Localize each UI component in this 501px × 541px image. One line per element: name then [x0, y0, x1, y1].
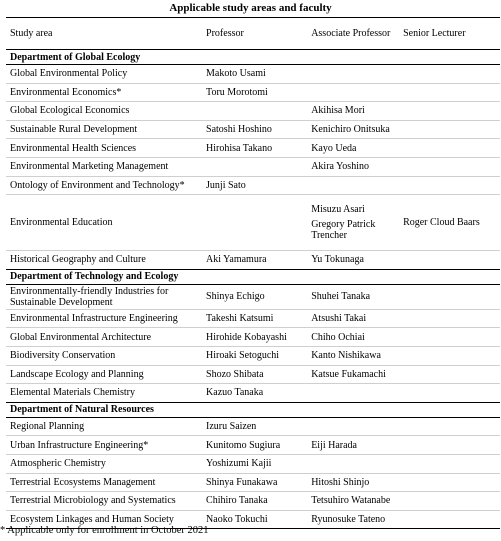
table-row — [6, 65, 500, 84]
table-row — [6, 309, 500, 328]
associate-name: Akihisa Mori — [311, 105, 365, 117]
study-area-cell: Urban Infrastructure Engineering* — [6, 436, 202, 455]
study-area-cell: Environmental Economics* — [6, 83, 202, 102]
associate-professor-cell — [307, 309, 399, 328]
professor-cell: Shinya Echigo — [202, 284, 307, 309]
senior-lecturer-cell — [399, 284, 500, 309]
professor-cell: Satoshi Hoshino — [202, 120, 307, 139]
associate-professor-cell — [307, 454, 399, 473]
header-study-area: Study area — [6, 18, 202, 50]
department-name: Department of Natural Resources — [6, 402, 500, 417]
study-area-cell: Biodiversity Conservation — [6, 346, 202, 365]
study-area-cell: Atmospheric Chemistry — [6, 454, 202, 473]
department-row — [6, 402, 500, 417]
senior-lecturer-cell — [399, 65, 500, 84]
professor-cell: Takeshi Katsumi — [202, 309, 307, 328]
table-row — [6, 473, 500, 492]
senior-lecturer-cell — [399, 251, 500, 270]
associate-professor-cell — [307, 510, 399, 529]
senior-lecturer-cell — [399, 309, 500, 328]
study-area-cell: Global Ecological Economics — [6, 102, 202, 121]
senior-lecturer-cell — [399, 195, 500, 251]
department-name: Department of Technology and Ecology — [6, 269, 500, 284]
study-area-cell: Regional Planning — [6, 417, 202, 436]
senior-lecturer-cell — [399, 176, 500, 195]
professor-cell: Kazuo Tanaka — [202, 384, 307, 403]
table-row — [6, 492, 500, 511]
professor-cell: Yoshizumi Kajii — [202, 454, 307, 473]
senior-lecturer-cell — [399, 510, 500, 529]
associate-name: Atsushi Takai — [311, 313, 367, 325]
associate-professor-cell — [307, 346, 399, 365]
professor-cell: Hirohide Kobayashi — [202, 328, 307, 347]
associate-name: Ryunosuke Tateno — [311, 513, 386, 525]
associate-professor-cell — [307, 176, 399, 195]
senior-lecturer-cell — [399, 83, 500, 102]
table-row — [6, 176, 500, 195]
study-area-cell: Global Environmental Policy — [6, 65, 202, 84]
table-row — [6, 436, 500, 455]
associate-name: Hitoshi Shinjo — [311, 476, 370, 488]
study-area-cell: Historical Geography and Culture — [6, 251, 202, 270]
senior-lecturer-cell — [399, 417, 500, 436]
table-row — [6, 417, 500, 436]
table-row — [6, 328, 500, 347]
faculty-table — [6, 17, 500, 529]
associate-name: Eiji Harada — [311, 439, 357, 451]
senior-lecturer-cell — [399, 436, 500, 455]
senior-lecturer-cell — [399, 328, 500, 347]
study-area-cell: Environmentally-friendly Industries for Sustainable Development — [6, 284, 202, 309]
associate-professor-cell — [307, 251, 399, 270]
study-area-cell: Landscape Ecology and Planning — [6, 365, 202, 384]
study-area-cell: Sustainable Rural Development — [6, 120, 202, 139]
professor-cell: Izuru Saizen — [202, 417, 307, 436]
table-row — [6, 384, 500, 403]
associate-professor-cell — [307, 83, 399, 102]
associate-name: Misuzu Asari — [311, 204, 365, 216]
professor-cell — [202, 195, 307, 251]
associate-name: Tetsuhiro Watanabe — [311, 495, 391, 507]
senior-lecturer-cell — [399, 492, 500, 511]
senior-lecturer-cell — [399, 346, 500, 365]
table-row — [6, 157, 500, 176]
table-row — [6, 120, 500, 139]
associate-professor-cell — [307, 65, 399, 84]
header-senior-lecturer: Senior Lecturer — [399, 18, 500, 50]
study-area-cell: Global Environmental Architecture — [6, 328, 202, 347]
associate-professor-cell — [307, 284, 399, 309]
study-area-cell: Ontology of Environment and Technology* — [6, 176, 202, 195]
professor-cell: Shozo Shibata — [202, 365, 307, 384]
associate-name: Chiho Ochiai — [311, 331, 365, 343]
senior-lecturer-cell — [399, 157, 500, 176]
professor-cell: Makoto Usami — [202, 65, 307, 84]
associate-professor-cell — [307, 328, 399, 347]
professor-cell — [202, 157, 307, 176]
table-caption: Applicable study areas and faculty — [169, 2, 332, 14]
senior-lecturer-cell — [399, 139, 500, 158]
professor-cell: Naoko Tokuchi — [202, 510, 307, 529]
professor-cell: Shinya Funakawa — [202, 473, 307, 492]
associate-professor-cell — [307, 120, 399, 139]
senior-lecturer-cell — [399, 120, 500, 139]
professor-cell: Hiroaki Setoguchi — [202, 346, 307, 365]
associate-name: Akira Yoshino — [311, 161, 369, 173]
professor-cell: Junji Sato — [202, 176, 307, 195]
department-row — [6, 50, 500, 65]
associate-name: Yu Tokunaga — [311, 254, 364, 266]
associate-professor-cell — [307, 492, 399, 511]
study-area-cell: Terrestrial Microbiology and Systematics — [6, 492, 202, 511]
table-row — [6, 284, 500, 309]
associate-name: Katsue Fukamachi — [311, 368, 386, 380]
study-area-cell: Environmental Health Sciences — [6, 139, 202, 158]
associate-professor-cell — [307, 473, 399, 492]
table-body — [6, 50, 500, 529]
header-associate-professor: Associate Professor — [307, 18, 399, 50]
senior-lecturer-cell — [399, 454, 500, 473]
study-area-cell: Elemental Materials Chemistry — [6, 384, 202, 403]
table-row — [6, 251, 500, 270]
associate-professor-cell — [307, 195, 399, 251]
senior-lecturer-cell — [399, 102, 500, 121]
senior-lecturer-cell — [399, 473, 500, 492]
senior-lecturer-cell — [399, 384, 500, 403]
table-row — [6, 139, 500, 158]
professor-cell: Chihiro Tanaka — [202, 492, 307, 511]
associate-professor-cell — [307, 436, 399, 455]
table-row — [6, 365, 500, 384]
associate-professor-cell — [307, 157, 399, 176]
professor-cell: Aki Yamamura — [202, 251, 307, 270]
professor-cell: Toru Morotomi — [202, 83, 307, 102]
study-area-cell: Environmental Education — [6, 195, 202, 251]
study-area-cell: Environmental Marketing Management — [6, 157, 202, 176]
associate-professor-cell — [307, 384, 399, 403]
professor-cell: Kunitomo Sugiura — [202, 436, 307, 455]
table-row — [6, 346, 500, 365]
header-professor: Professor — [202, 18, 307, 50]
table-row — [6, 195, 500, 251]
associate-professor-cell — [307, 102, 399, 121]
table-row — [6, 454, 500, 473]
professor-cell — [202, 102, 307, 121]
table-row — [6, 83, 500, 102]
senior-name: Roger Cloud Baars — [403, 217, 480, 229]
study-area-cell: Terrestrial Ecosystems Management — [6, 473, 202, 492]
study-area-cell: Ecosystem Linkages and Human Society — [6, 510, 202, 529]
table-header-row — [6, 18, 500, 50]
professor-cell: Hirohisa Takano — [202, 139, 307, 158]
table-row — [6, 102, 500, 121]
associate-name: Gregory Patrick Trencher — [311, 219, 376, 242]
associate-professor-cell — [307, 417, 399, 436]
study-area-cell: Environmental Infrastructure Engineering — [6, 309, 202, 328]
associate-name: Kenichiro Onitsuka — [311, 124, 390, 136]
associate-professor-cell — [307, 139, 399, 158]
department-row — [6, 269, 500, 284]
associate-name: Kayo Ueda — [311, 142, 357, 154]
associate-name: Shuhei Tanaka — [311, 291, 371, 303]
footnote: * Applicable only for enrollment in October 2021 — [0, 525, 209, 536]
department-name: Department of Global Ecology — [6, 50, 500, 65]
senior-lecturer-cell — [399, 365, 500, 384]
associate-professor-cell — [307, 365, 399, 384]
associate-name: Kanto Nishikawa — [311, 350, 381, 362]
